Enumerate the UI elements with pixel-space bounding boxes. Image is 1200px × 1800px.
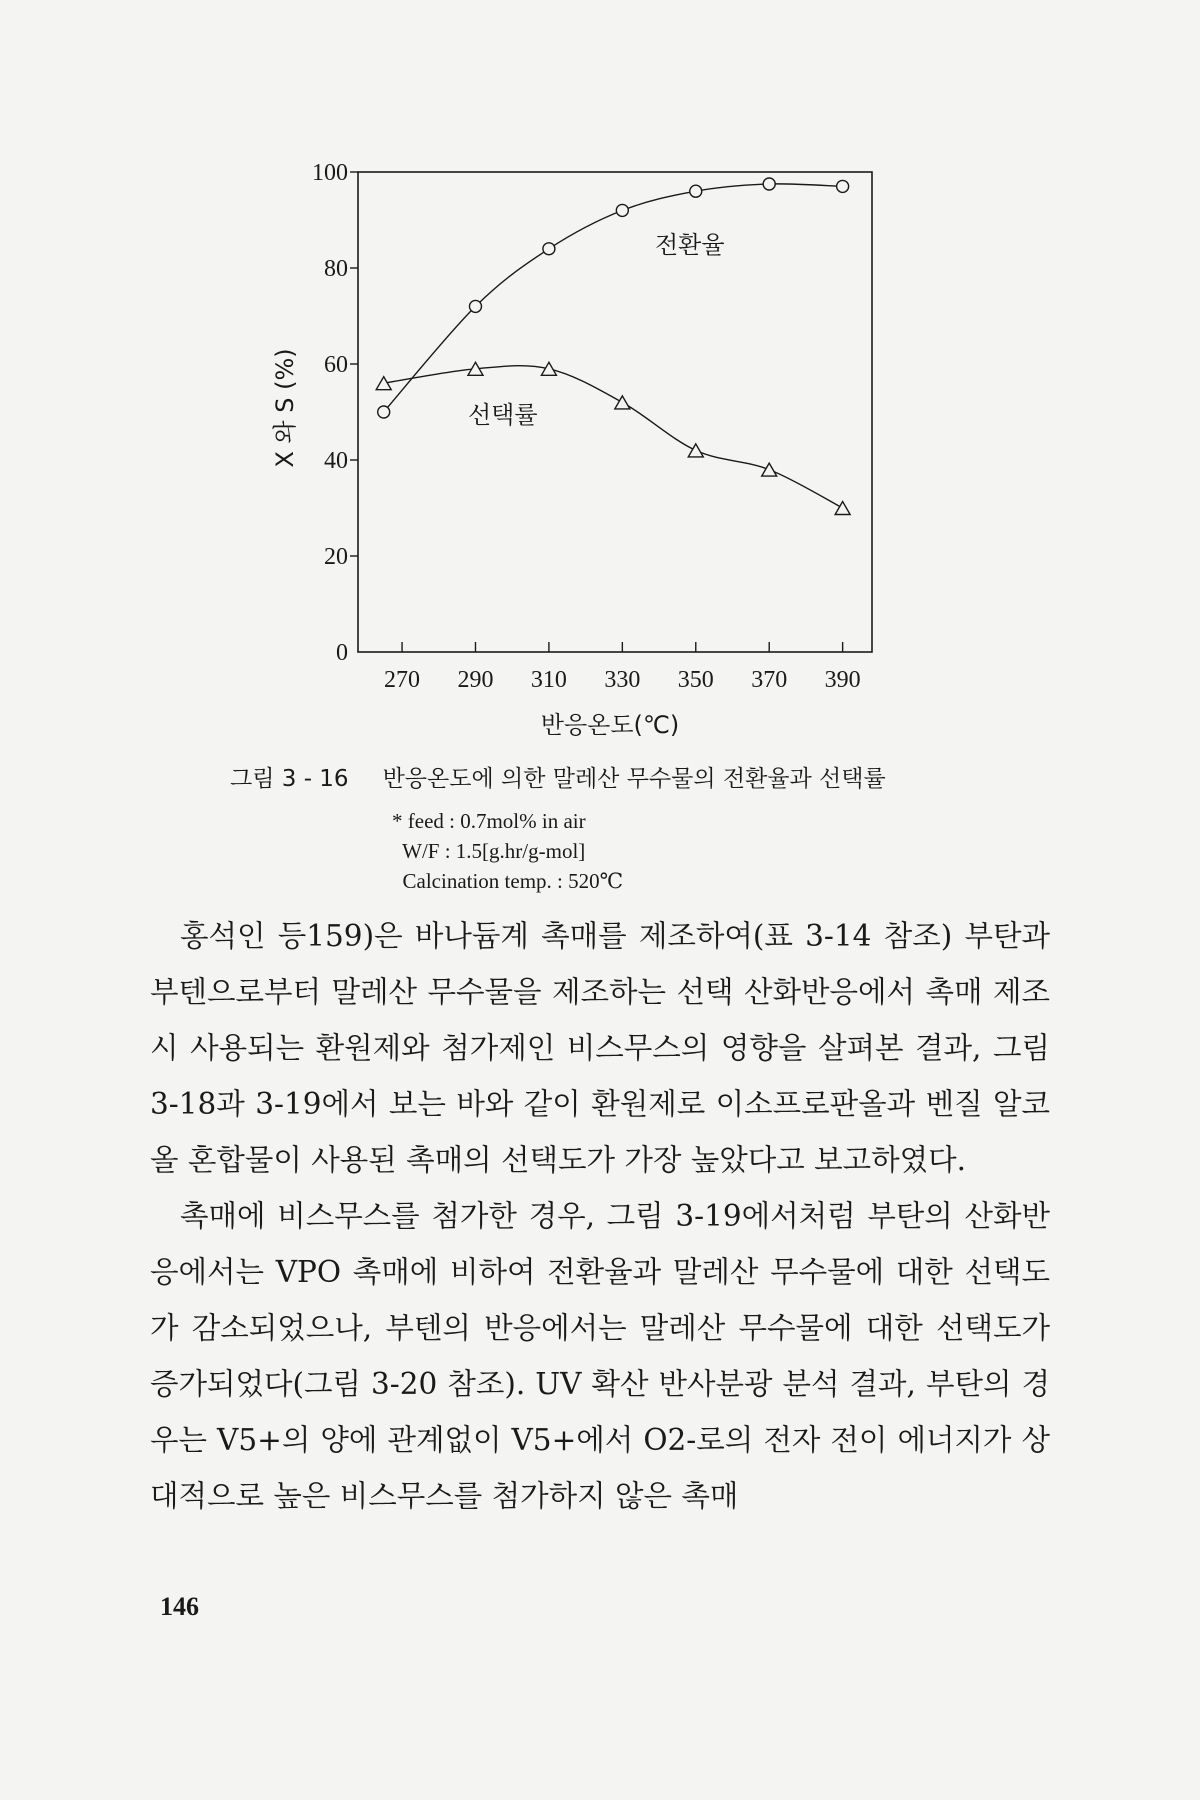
selectivity-point [688,444,703,457]
figure-notes [392,806,623,896]
y-tick-label: 40 [324,448,348,474]
y-axis [312,160,358,666]
selectivity-point [615,396,630,409]
conversion-curve [384,184,843,412]
conversion-point [837,180,849,192]
figure-caption [230,760,1030,793]
x-tick-label: 350 [677,667,714,693]
x-axis [384,642,861,693]
note-line: W/F : 1.5[g.hr/g-mol] [392,839,586,863]
selectivity-point [835,502,850,515]
x-axis-title: 반응온도(℃) [540,711,680,739]
conversion-point [378,406,390,418]
series-curves [384,184,843,508]
y-tick-label: 60 [324,352,348,378]
figure-number: 그림 3 - 16 [230,766,349,792]
series-label-selectivity: 선택률 [468,401,538,429]
figure-chart [0,0,1200,760]
series-label-conversion: 전환율 [655,231,725,259]
conversion-point [690,185,702,197]
paragraph: 홍석인 등159)은 바나듐계 촉매를 제조하여(표 3-14 참조) 부탄과 부텐으로부터 말레산 무수물을 제조하는 선택 산화반응에서 촉매 제조시 사용되는 환원제와 첨가제인 비스무스의 영향을 살펴본 결과, 그림 3-18과 3-19에서 보는 바와 같이 환원제로 이소프로판올과 벤질 알코올 혼합물이 사용된 촉매의 선택도가 가장 높았다고 보고하였다. [150,919,1050,1177]
conversion-point [469,300,481,312]
note-line: Calcination temp. : 520℃ [392,869,624,893]
x-tick-label: 290 [457,667,494,693]
y-axis-title: X 와 S (%) [271,348,299,468]
x-tick-label: 270 [384,667,421,693]
y-tick-label: 20 [324,544,348,570]
y-tick-label: 80 [324,256,348,282]
note-line: * feed : 0.7mol% in air [392,809,586,833]
series-markers [376,178,850,515]
paragraph: 촉매에 비스무스를 첨가한 경우, 그림 3-19에서처럼 부탄의 산화반응에서는 VPO 촉매에 비하여 전환율과 말레산 무수물에 대한 선택도가 감소되었으나, 부텐의 반응에서는 말레산 무수물에 대한 선택도가 증가되었다(그림 3-20 참조). UV 확산 반사분광 분석 결과, 부탄의 경우는 V5+의 양에 관계없이 V5+에서 O2-로의 전자 전이 에너지가 상대적으로 높은 비스무스를 첨가하지 않은 촉매 [150,1199,1050,1513]
figure-caption-text: 반응온도에 의한 말레산 무수물의 전환율과 선택률 [382,766,886,792]
plot-frame [358,172,872,652]
selectivity-curve [384,366,843,508]
conversion-point [543,243,555,255]
x-tick-label: 370 [751,667,788,693]
selectivity-point [376,377,391,390]
page-number: 146 [160,1592,199,1621]
conversion-point [763,178,775,190]
x-tick-label: 390 [824,667,861,693]
selectivity-point [762,463,777,476]
y-tick-label: 0 [336,640,348,666]
x-tick-label: 330 [604,667,641,693]
x-tick-label: 310 [530,667,567,693]
y-tick-label: 100 [312,160,348,186]
body-text [150,908,1050,1524]
conversion-point [616,204,628,216]
selectivity-point [541,362,556,375]
